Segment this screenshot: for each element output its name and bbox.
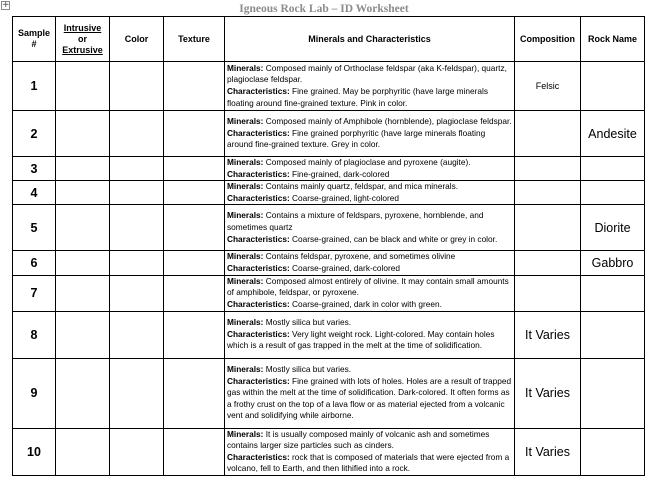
header-color: Color [110, 17, 164, 62]
composition-cell[interactable] [515, 251, 581, 275]
sample-number: 2 [13, 111, 56, 157]
intrusive-extrusive-cell[interactable] [56, 428, 110, 475]
header-composition: Composition [515, 17, 581, 62]
sample-number: 4 [13, 181, 56, 205]
minerals-label: Minerals: [227, 62, 264, 73]
minerals-label: Minerals: [227, 157, 264, 167]
characteristics-text: Coarse-grained, can be black and white or grey in color. [289, 233, 498, 244]
minerals-label: Minerals: [227, 364, 264, 375]
color-cell[interactable] [110, 111, 164, 157]
intrusive-extrusive-cell[interactable] [56, 205, 110, 251]
header-or: or [78, 33, 87, 44]
color-cell[interactable] [110, 311, 164, 358]
table-move-handle[interactable]: + [2, 0, 10, 10]
minerals-label: Minerals: [227, 251, 264, 262]
header-sample-line1: Sample [17, 28, 50, 38]
header-sample-line2: # [31, 39, 37, 49]
rock-name-cell[interactable] [581, 311, 645, 358]
minerals-label: Minerals: [227, 116, 264, 127]
minerals-characteristics-cell [225, 181, 515, 205]
color-cell[interactable] [110, 428, 164, 475]
header-row [13, 17, 645, 62]
intrusive-extrusive-cell[interactable] [56, 275, 110, 311]
minerals-text: Composed mainly of Orthoclase feldspar (aka K-feldspar), quartz, plagioclase feldspar. [227, 62, 507, 85]
table-row [13, 111, 645, 157]
composition-cell[interactable]: It Varies [515, 358, 581, 428]
color-cell[interactable] [110, 275, 164, 311]
characteristics-text: Fine grained porphyritic (have large minerals floating around fine-grained texture. Grey in color. [227, 127, 486, 150]
minerals-label: Minerals: [227, 428, 264, 439]
header-sample [13, 17, 56, 62]
composition-cell[interactable] [515, 275, 581, 311]
texture-cell[interactable] [164, 181, 225, 205]
header-minerals: Minerals and Characteristics [225, 17, 515, 62]
minerals-text: Contains mainly quartz, feldspar, and mica minerals. [263, 181, 459, 192]
table-row [13, 251, 645, 275]
composition-cell[interactable]: It Varies [515, 428, 581, 475]
composition-cell[interactable] [515, 181, 581, 205]
texture-cell[interactable] [164, 428, 225, 475]
minerals-label: Minerals: [227, 181, 264, 192]
rock-name-cell[interactable] [581, 428, 645, 475]
table-row [13, 62, 645, 111]
texture-cell[interactable] [164, 275, 225, 311]
characteristics-text: Coarse-grained, dark in color with green. [289, 298, 442, 309]
sample-number: 3 [13, 157, 56, 181]
minerals-text: It is usually composed mainly of volcanic ash and sometimes contains larger size particles such as cinders. [227, 428, 490, 451]
minerals-text: Contains a mixture of feldspars, pyroxene, hornblende, and sometimes quartz [227, 210, 484, 233]
sample-number: 10 [13, 428, 56, 475]
minerals-characteristics-cell [225, 311, 515, 358]
characteristics-label: Characteristics: [227, 298, 290, 309]
minerals-text: Contains feldspar, pyroxene, and sometimes olivine [263, 251, 456, 262]
characteristics-label: Characteristics: [227, 262, 290, 273]
color-cell[interactable] [110, 251, 164, 275]
characteristics-text: rock that is composed of materials that were ejected from a volcano, fell to Earth, and then lithified into a rock. [227, 451, 510, 474]
rock-name-cell[interactable]: Andesite [581, 111, 645, 157]
characteristics-text: Very light weight rock. Light-colored. May contain holes which is a result of gas trapped in the melt at the time of solidification. [227, 328, 495, 351]
sample-number: 6 [13, 251, 56, 275]
sample-number: 8 [13, 311, 56, 358]
table-row [13, 358, 645, 428]
header-texture: Texture [164, 17, 225, 62]
color-cell[interactable] [110, 205, 164, 251]
intrusive-extrusive-cell[interactable] [56, 358, 110, 428]
characteristics-label: Characteristics: [227, 192, 290, 203]
characteristics-label: Characteristics: [227, 451, 290, 462]
rock-name-cell[interactable] [581, 181, 645, 205]
characteristics-text: Coarse-grained, dark-colored [289, 262, 400, 273]
header-rock-name: Rock Name [581, 17, 645, 62]
minerals-label: Minerals: [227, 275, 264, 286]
composition-cell[interactable] [515, 205, 581, 251]
minerals-text: Composed almost entirely of olivine. It may contain small amounts of amphibole, feldspar, or pyroxene. [227, 275, 509, 298]
sample-number: 1 [13, 62, 56, 111]
minerals-label: Minerals: [227, 317, 264, 328]
minerals-characteristics-cell [225, 157, 515, 181]
intrusive-extrusive-cell[interactable] [56, 62, 110, 111]
header-intrusive: Intrusive [63, 22, 102, 33]
rock-name-cell[interactable] [581, 62, 645, 111]
characteristics-label: Characteristics: [227, 375, 290, 386]
composition-cell[interactable]: It Varies [515, 311, 581, 358]
characteristics-label: Characteristics: [227, 233, 290, 244]
intrusive-extrusive-cell[interactable] [56, 251, 110, 275]
characteristics-label: Characteristics: [227, 127, 290, 138]
composition-cell[interactable] [515, 157, 581, 181]
rock-name-cell[interactable]: Diorite [581, 205, 645, 251]
characteristics-label: Characteristics: [227, 328, 290, 339]
texture-cell[interactable] [164, 205, 225, 251]
minerals-characteristics-cell [225, 251, 515, 275]
minerals-characteristics-cell [225, 358, 515, 428]
color-cell[interactable] [110, 181, 164, 205]
composition-cell[interactable]: Felsic [515, 62, 581, 111]
intrusive-extrusive-cell[interactable] [56, 181, 110, 205]
table-row [13, 275, 645, 311]
minerals-text: Mostly silica but varies. [263, 317, 352, 328]
header-intrusive-extrusive [56, 17, 110, 62]
minerals-label: Minerals: [227, 210, 264, 221]
texture-cell[interactable] [164, 62, 225, 111]
intrusive-extrusive-cell[interactable] [56, 111, 110, 157]
characteristics-label: Characteristics: [227, 168, 290, 179]
sample-number: 9 [13, 358, 56, 428]
characteristics-label: Characteristics: [227, 86, 290, 96]
texture-cell[interactable] [164, 157, 225, 181]
table-row [13, 205, 645, 251]
minerals-characteristics-cell [225, 275, 515, 311]
page-title: Igneous Rock Lab – ID Worksheet [239, 3, 409, 15]
color-cell[interactable] [110, 62, 164, 111]
color-cell[interactable] [110, 358, 164, 428]
texture-cell[interactable] [164, 311, 225, 358]
minerals-text: Mostly silica but varies. [263, 364, 352, 375]
rock-name-cell[interactable] [581, 157, 645, 181]
texture-cell[interactable] [164, 111, 225, 157]
minerals-text: Composed mainly of plagioclase and pyroxene (augite). [263, 157, 471, 167]
table-row [13, 311, 645, 358]
sample-number: 5 [13, 205, 56, 251]
texture-cell[interactable] [164, 251, 225, 275]
intrusive-extrusive-cell[interactable] [56, 311, 110, 358]
table-row [13, 428, 645, 475]
rock-name-cell[interactable]: Gabbro [581, 251, 645, 275]
characteristics-text: Fine-grained, dark-colored [289, 168, 390, 179]
characteristics-text: Fine grained with lots of holes. Holes are a result of trapped gas within the melt at the time of solidification. Dark-colored. It often forms as a frothy crust on the top of a lava flow or as material ejected from a volcanic vent and solidifying while airborne. [227, 375, 512, 421]
color-cell[interactable] [110, 157, 164, 181]
rock-name-cell[interactable] [581, 358, 645, 428]
minerals-characteristics-cell [225, 111, 515, 157]
table-row [13, 181, 645, 205]
intrusive-extrusive-cell[interactable] [56, 157, 110, 181]
minerals-characteristics-cell [225, 62, 515, 111]
header-extrusive: Extrusive [62, 44, 103, 55]
table-row [13, 157, 645, 181]
characteristics-text: Coarse-grained, light-colored [289, 192, 400, 203]
sample-number: 7 [13, 275, 56, 311]
characteristics-text: Fine grained. May be porphyritic (have large minerals floating around fine-grained texture. Pink in color. [227, 86, 489, 108]
worksheet-table [12, 16, 645, 476]
minerals-characteristics-cell [225, 428, 515, 475]
texture-cell[interactable] [164, 358, 225, 428]
minerals-characteristics-cell [225, 205, 515, 251]
rock-name-cell[interactable] [581, 275, 645, 311]
minerals-text: Composed mainly of Amphibole (hornblende), plagioclase feldspar. [263, 116, 512, 127]
composition-cell[interactable] [515, 111, 581, 157]
